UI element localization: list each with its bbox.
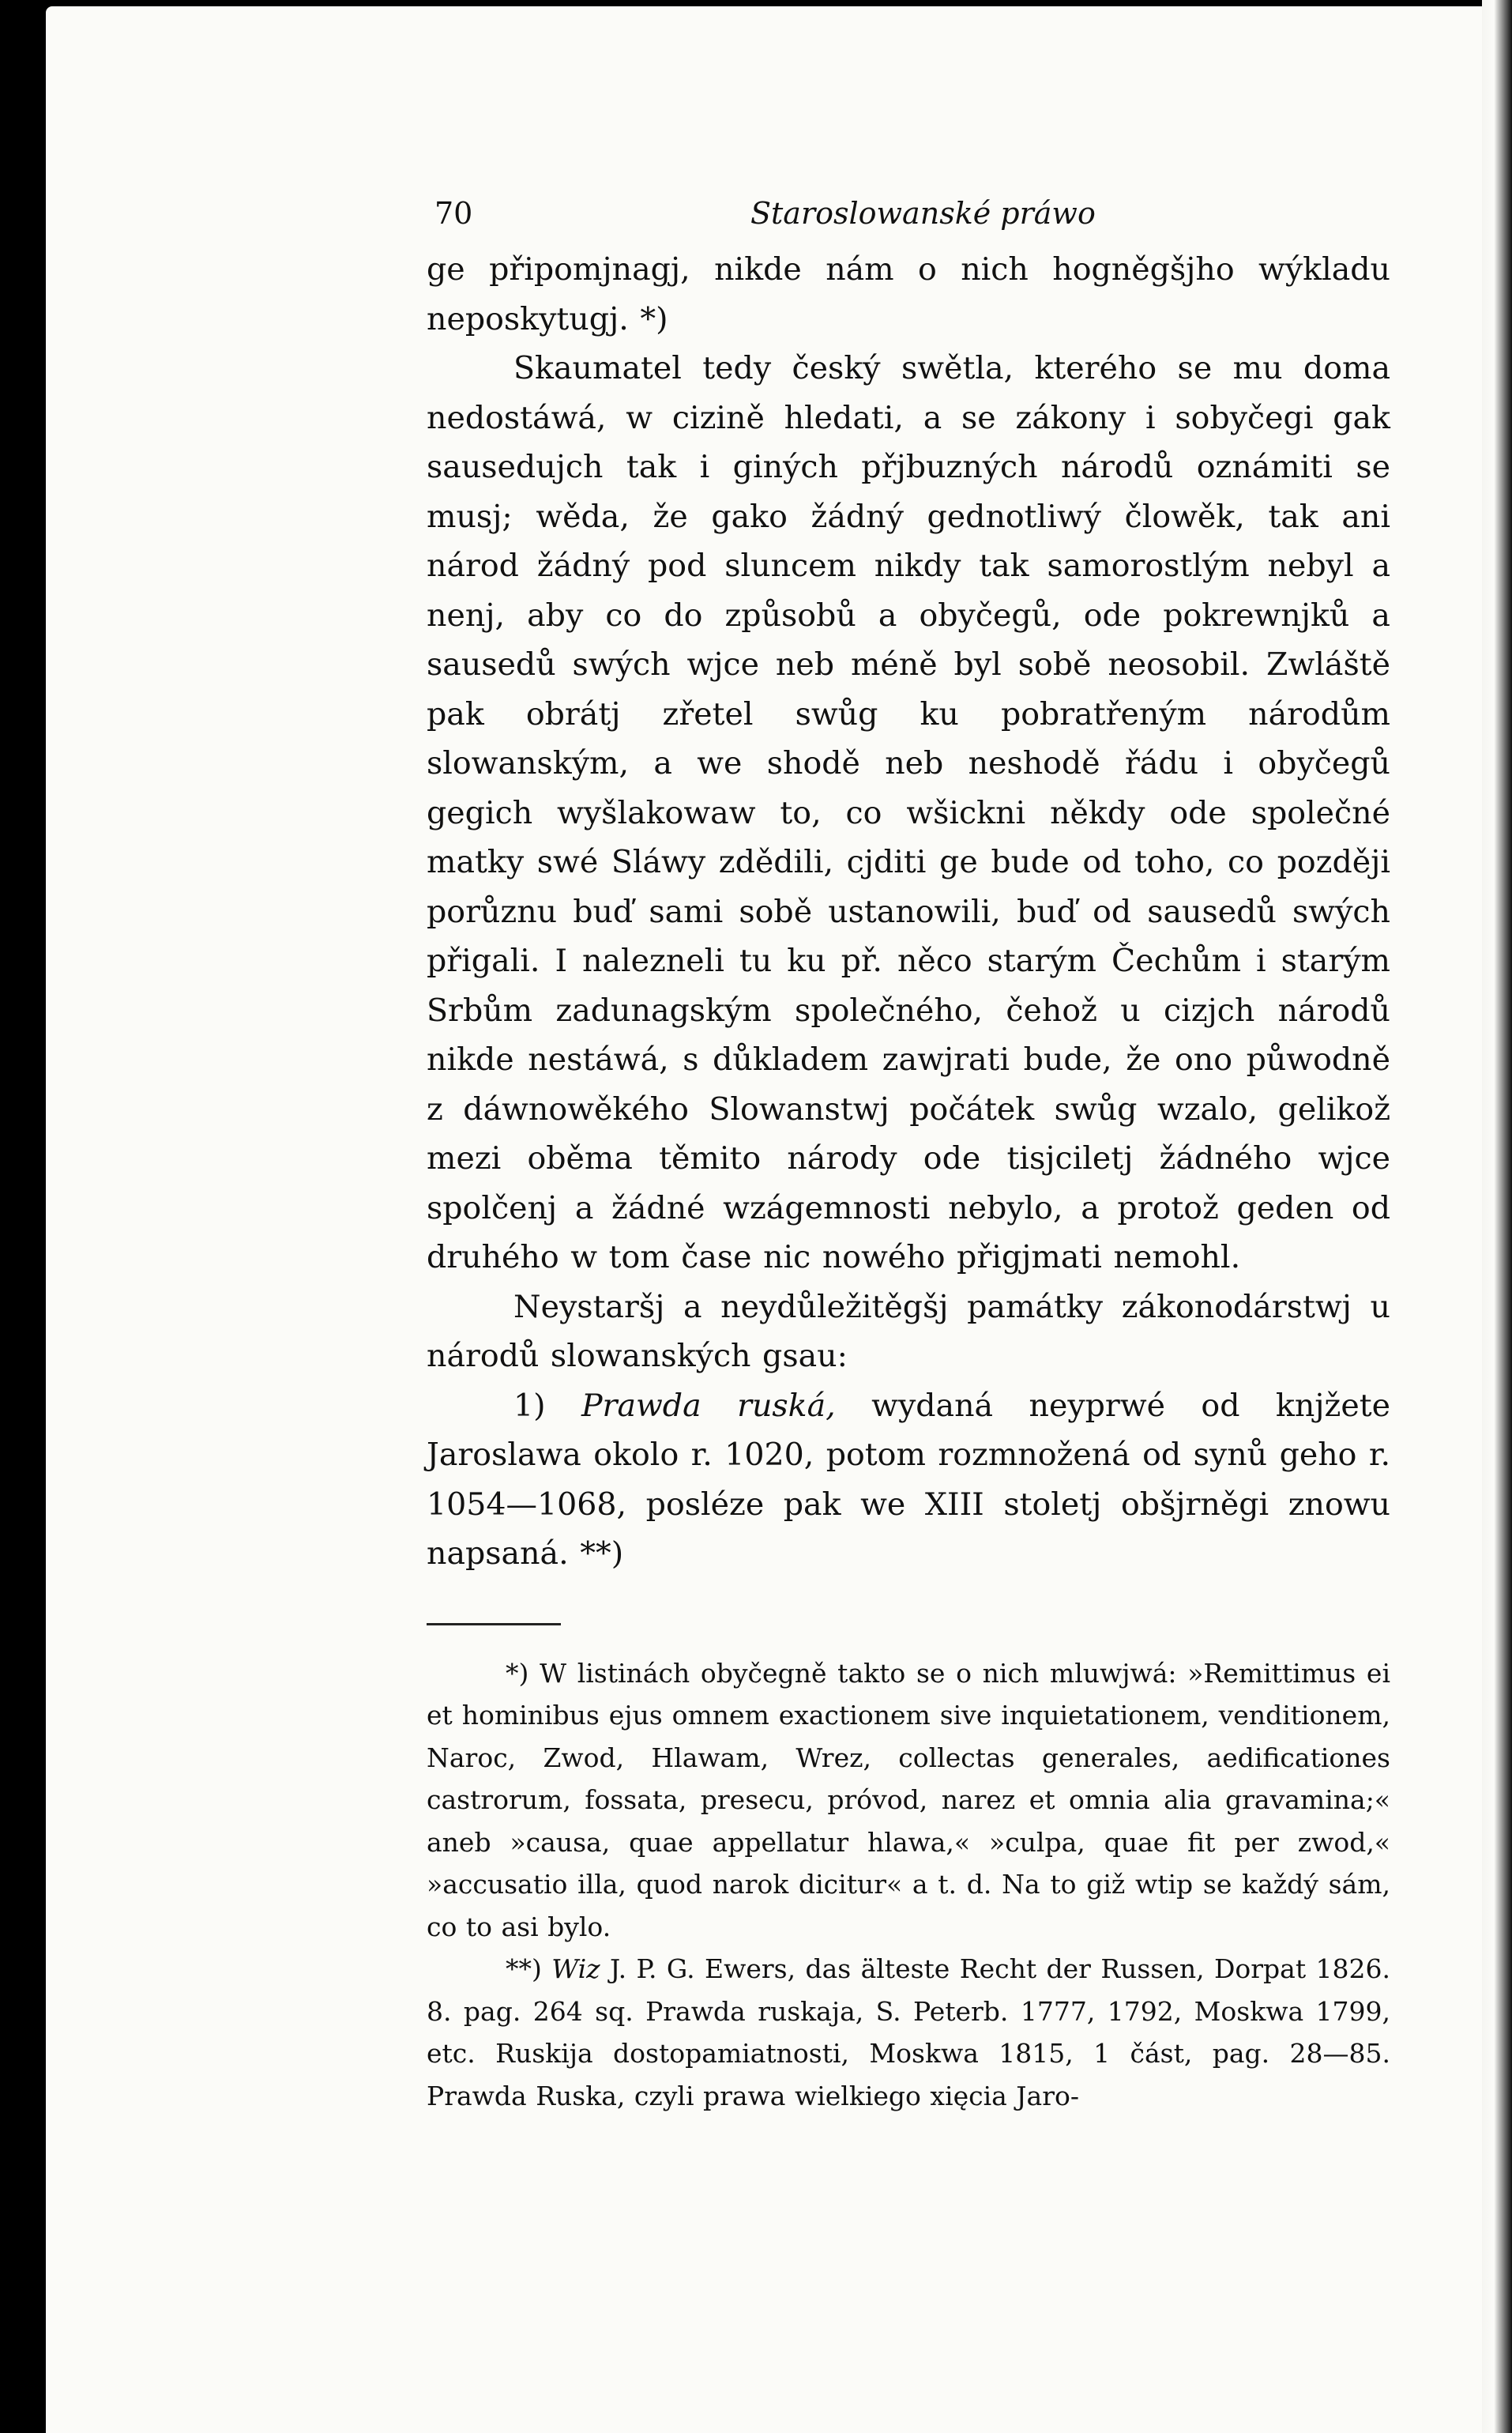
footnote-2-see: Wiz bbox=[551, 1953, 600, 1984]
footnote-2-marker: **) bbox=[506, 1953, 552, 1984]
footnote-2-text: J. P. G. Ewers, das älteste Recht der Russen, Dorpat 1826. 8. pag. 264 sq. Prawda ruskaja, S. Peterb. 1777, 1792, Moskwa 1799, etc. Ruskija dostopamiatnosti, Moskwa 1815, 1 část, pag. 28—85. Prawda Ruska, czyli prawa wielkiego xięcia Jaro- bbox=[427, 1953, 1390, 2111]
body-text bbox=[427, 245, 1390, 1579]
footnote-divider bbox=[427, 1623, 561, 1625]
page-edge bbox=[1482, 0, 1512, 2433]
list-item-number: 1) bbox=[513, 1387, 581, 1424]
list-item-title: Prawda ruská, bbox=[581, 1387, 836, 1424]
running-title: Staroslowanské práwo bbox=[750, 196, 1096, 231]
paragraph-3: Neystaršj a neydůležitěgšj památky zákonodárstwj u národů slowanských gsau: bbox=[427, 1288, 1390, 1374]
page-number: 70 bbox=[434, 196, 473, 231]
paragraph-1: ge připomjnagj, nikde nám o nich hogněgšjho wýkladu neposkytugj. *) bbox=[427, 251, 1390, 337]
page-header bbox=[427, 190, 1390, 245]
footnotes bbox=[427, 1652, 1390, 2118]
list-item-text: wydaná neyprwé od knjžete Jaroslawa okolo r. 1020, potom rozmnožená od synů geho r. 1054—1068, posléze pak we XIII stoletj obšjrněgi znowu napsaná. **) bbox=[427, 1387, 1390, 1572]
list-item-1 bbox=[427, 1381, 1390, 1579]
footnote-2 bbox=[427, 1948, 1390, 2117]
page-content bbox=[427, 190, 1390, 2117]
footnote-1: *) W listinách obyčegně takto se o nich mluwjwá: »Remittimus ei et hominibus ejus omnem exactionem sive inquietationem, venditionem, Naroc, Zwod, Hlawam, Wrez, collectas generales, aedificationes castrorum, fossata, presecu, próvod, narez et omnia alia gravamina;« aneb »causa, quae appellatur hlawa,« »culpa, quae fit per zwod,« »accusatio illa, quod narok dicitur« a t. d. Na to giž wtip se každý sám, co to asi bylo. bbox=[427, 1657, 1390, 1942]
paragraph-2: Skaumatel tedy český swětla, kterého se mu doma nedostáwá, w cizině hledati, a se zákony i sobyčegi gak sausedujch tak i giných přjbuzných národů oznámiti se musj; wěda, že gako žádný gednotliwý člowěk, tak ani národ žádný pod sluncem nikdy tak samorostlým nebyl a nenj, aby co do způsobů a obyčegů, ode pokrewnjků a sausedů swých wjce neb méně byl sobě neosobil. Zwláště pak obrátj zřetel swůg ku pobratřeným národům slowanským, a we shodě neb neshodě řádu i obyčegů gegich wyšlakowaw to, co wšickni někdy ode společné matky swé Sláwy zdědili, cjditi ge bude od toho, co později porůznu buď sami sobě ustanowili, buď od sausedů swých přigali. I nalezneli tu ku př. něco starým Čechům i starým Srbům zadunagským společného, čehož u cizjch národů nikde nestáwá, s důkladem zawjrati bude, že ono půwodně z dáwnowěkého Slowanstwj počátek swůg wzalo, gelikož mezi oběma těmito národy ode tisjciletj žádného wjce spolčenj a žádné wzágemnosti nebylo, a protož geden od druhého w tom čase nic nowého přigjmati nemohl. bbox=[427, 350, 1390, 1275]
